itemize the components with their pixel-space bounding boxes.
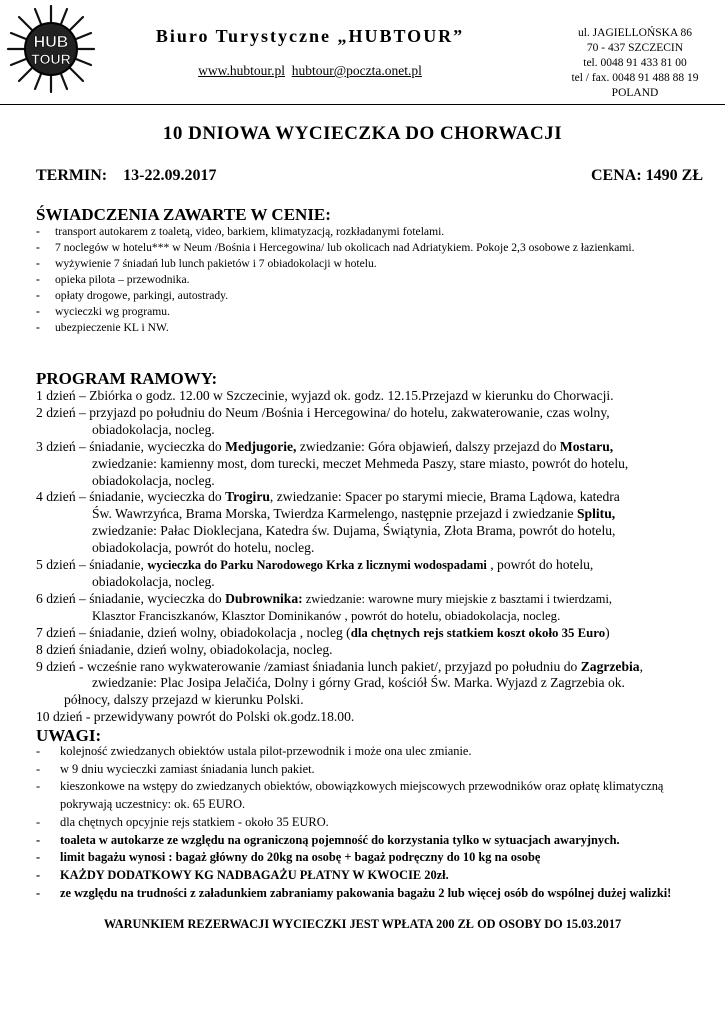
notes-heading: UWAGI:	[36, 726, 102, 745]
day-text: obiadokolacja, nocleg.	[92, 421, 215, 437]
list-item: - KAŻDY DODATKOWY KG NADBAGAŻU PŁATNY W KWOCIE 20zł.	[36, 867, 676, 885]
contact-links	[140, 63, 480, 79]
day-text: 5 dzień – śniadanie, wycieczka do Parku Narodowego Krka z licznymi wodospadami , powrót do hotelu,	[36, 557, 594, 573]
address-city: 70 - 437 SZCZECIN	[586, 42, 684, 54]
day-text: 2 dzień – przyjazd po południu do Neum /Bośnia i Hercegowina/ do hotelu, zakwaterowanie, czas wolny,	[36, 404, 610, 420]
list-item: - opłaty drogowe, parkingi, autostrady.	[36, 288, 686, 304]
reservation-notice: WARUNKIEM REZERWACJI WYCIECZKI JEST WPŁATA 200 ZŁ OD OSOBY DO 15.03.2017	[103, 917, 622, 931]
header-divider	[0, 104, 725, 105]
day-3	[36, 439, 716, 490]
trip-dates	[36, 167, 216, 185]
day-text: zwiedzanie: Plac Josipa Jelačića, Dolny i górny Grad, kościół Św. Marka. Wyjazd z Zagrzebia ok.	[92, 675, 625, 691]
day-text: 7 dzień – śniadanie, dzień wolny, obiadokolacja , nocleg (dla chętnych rejs statkiem koszt około 35 Euro)	[36, 624, 610, 640]
list-item: - wycieczki wg programu.	[36, 304, 686, 320]
list-item: - transport autokarem z toaletą, video, barkiem, klimatyzacją, rozkładanymi fotelami.	[36, 224, 686, 240]
day-2	[36, 405, 716, 439]
day-text: 3 dzień – śniadanie, wycieczka do Medjugorie, zwiedzanie: Góra objawień, dalszy przejazd do Mostaru,	[36, 438, 614, 454]
list-item: - ubezpieczenie KL i NW.	[36, 320, 686, 336]
program-heading: PROGRAM RAMOWY:	[36, 369, 218, 388]
list-item: - kieszonkowe na wstępy do zwiedzanych obiektów, obowiązkowych miejscowych przewodników oraz opłatę klimatyczną pokrywają uczestnicy: ok. 65 EURO.	[36, 778, 676, 813]
included-list	[36, 224, 686, 336]
address-country: POLAND	[611, 87, 659, 99]
day-text: 4 dzień – śniadanie, wycieczka do Trogiru, zwiedzanie: Spacer po starymi miecie, Brama Lądowa, katedra	[36, 489, 620, 505]
day-text: 8 dzień śniadanie, dzień wolny, obiadokolacja, nocleg.	[36, 641, 333, 657]
day-text: Św. Wawrzyńca, Brama Morska, Twierdza Karmelengo, następnie przejazd i zwiedzanie Splitu,	[92, 506, 616, 522]
day-4	[36, 489, 716, 557]
day-6	[36, 591, 716, 625]
list-item: - toaleta w autokarze ze względu na ograniczoną pojemność do korzystania tylko w sytuacjach awaryjnych.	[36, 832, 676, 850]
email-link[interactable]: hubtour@poczta.onet.pl	[291, 63, 422, 78]
address-fax: tel / fax. 0048 91 488 88 19	[571, 72, 699, 84]
day-1	[36, 388, 716, 405]
day-text: obiadokolacja, powrót do hotelu, nocleg.	[92, 540, 315, 556]
day-text: 1 dzień – Zbiórka o godz. 12.00 w Szczecinie, wyjazd ok. godz. 12.15.Przejazd w kierunku do Chorwacji.	[36, 388, 614, 403]
day-text: 9 dzień - wcześnie rano wykwaterowanie /zamiast śniadania lunch pakiet/, przyjazd po południu do Zagrzebia,	[36, 658, 644, 674]
day-text: zwiedzanie: Pałac Dioklecjana, Katedra św. Dujama, Świątynia, Złota Brama, powrót do hotelu,	[92, 523, 616, 539]
website-link[interactable]: www.hubtour.pl	[198, 63, 285, 78]
logo-text-tour: TOUR	[31, 51, 71, 67]
termin-label: TERMIN:	[36, 167, 108, 184]
day-7	[36, 625, 716, 642]
address-street: ul. JAGIELLOŃSKA 86	[577, 27, 693, 39]
address-phone: tel. 0048 91 433 81 00	[583, 57, 687, 69]
day-text: 6 dzień – śniadanie, wycieczka do Dubrownika: zwiedzanie: warowne mury miejskie z basztami i twierdzami,	[36, 590, 612, 606]
day-text: obiadokolacja, nocleg.	[92, 573, 215, 589]
logo-text-hub: HUB	[33, 34, 69, 51]
list-item: - 7 noclegów w hotelu*** w Neum /Bośnia i Hercegowina/ lub okolicach nad Adriatykiem. Pokoje 2,3 osobowe z łazienkami.	[36, 240, 686, 256]
list-item: - opieka pilota – przewodnika.	[36, 272, 686, 288]
termin-value: 13-22.09.2017	[123, 167, 217, 184]
day-text: Klasztor Franciszkanów, Klasztor Dominikanów , powrót do hotelu, obiadokolacja, nocleg.	[92, 608, 561, 623]
day-8	[36, 642, 716, 659]
list-item: - dla chętnych opcyjnie rejs statkiem - około 35 EURO.	[36, 814, 676, 832]
included-heading: ŚWIADCZENIA ZAWARTE W CENIE:	[36, 205, 331, 224]
day-10	[36, 709, 716, 726]
hubtour-logo	[6, 4, 96, 94]
notes-list	[36, 743, 676, 902]
company-address	[550, 26, 720, 101]
day-text: 10 dzień - przewidywany powrót do Polski ok.godz.18.00.	[36, 709, 355, 725]
list-item: - ze względu na trudności z załadunkiem zabraniamy pakowania bagażu 2 lub więcej osób do wspólnej dużej walizki!	[36, 885, 676, 903]
list-item: - wyżywienie 7 śniadań lub lunch pakietów i 7 obiadokolacji w hotelu.	[36, 256, 686, 272]
program-days	[36, 388, 716, 726]
list-item: - kolejność zwiedzanych obiektów ustala pilot-przewodnik i może ona ulec zmianie.	[36, 743, 676, 761]
day-text: obiadokolacja, nocleg.	[92, 472, 215, 488]
trip-price: CENA: 1490 ZŁ	[590, 167, 703, 184]
list-item: - limit bagażu wynosi : bagaż główny do 20kg na osobę + bagaż podręczny do 10 kg na osobę	[36, 849, 676, 867]
list-item: - w 9 dniu wycieczki zamiast śniadania lunch pakiet.	[36, 761, 676, 779]
day-9	[36, 659, 716, 710]
day-text: zwiedzanie: kamienny most, dom turecki, meczet Mehmeda Paszy, stare miasto, powrót do hotelu,	[92, 455, 629, 471]
page-title: 10 DNIOWA WYCIECZKA DO CHORWACJI	[162, 123, 563, 144]
company-name: Biuro Turystyczne „HUBTOUR”	[155, 26, 465, 46]
day-text: północy, dalszy przejazd w kierunku Polski.	[64, 692, 304, 708]
day-5	[36, 557, 716, 591]
